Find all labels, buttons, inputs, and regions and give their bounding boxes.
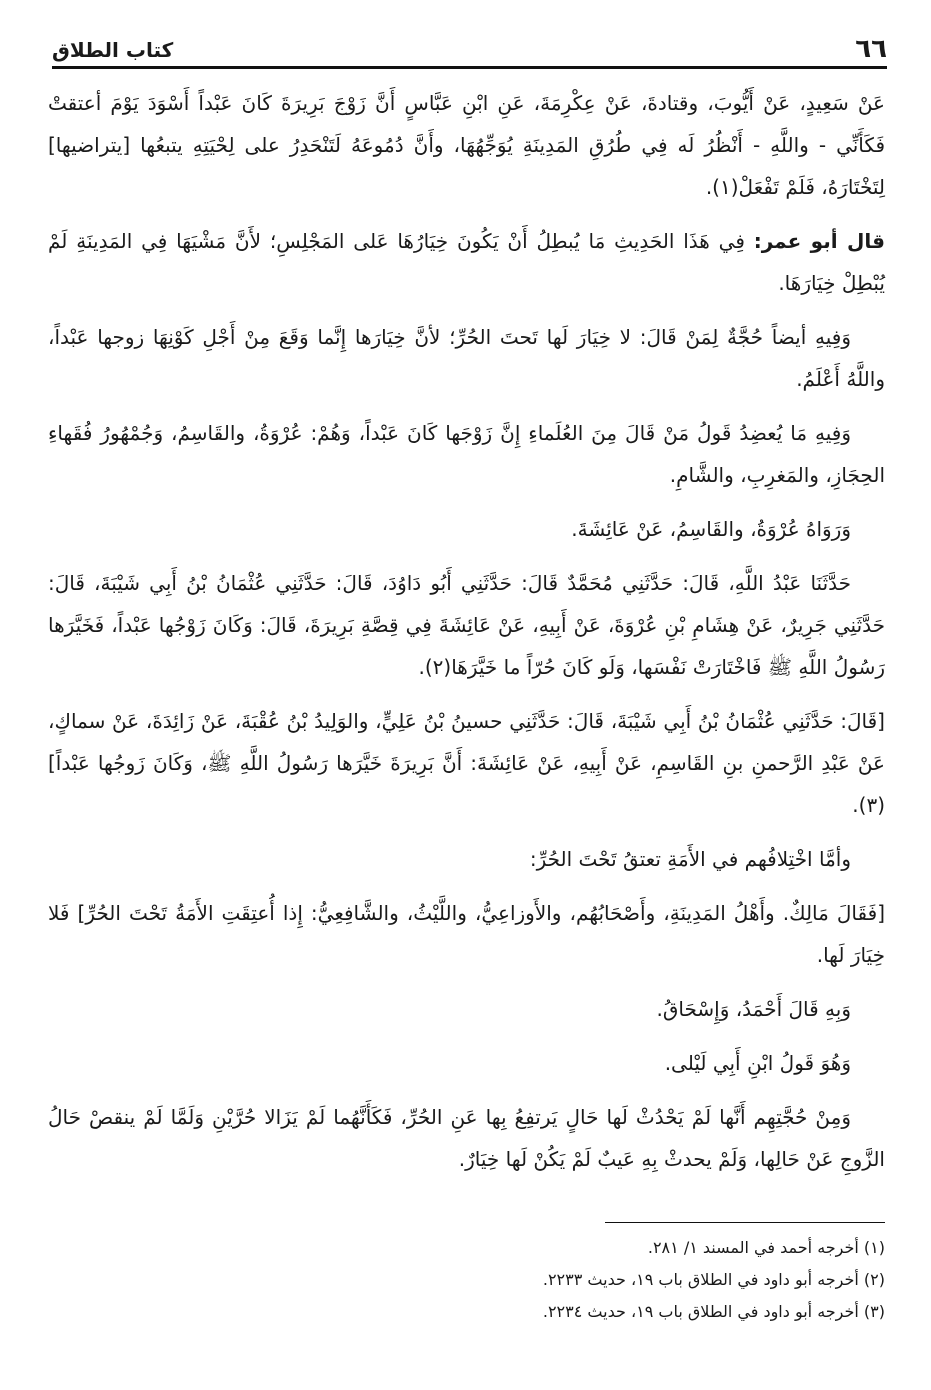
paragraph [48,412,885,496]
paragraph [48,316,885,400]
paragraph-text: عَنْ سَعِيدٍ، عَنْ أَيُّوبَ، وقتادةَ، عَنْ عِكْرِمَةَ، عَنِ ابْنِ عَبَّاسٍ أَنَّ زَوْجَ بَرِيرَةَ كَانَ عَبْداً أَسْوَدَ يَوْمَ أعتقتْ فَكَأَنِّي - واللَّهِ - أَنْظُرُ لَه فِي طُرُقِ المَدِينَةِ يُوَجِّهُهَا، وأَنَّ دُمُوعَهُ لَتَنْحَدِرُ على لِحْيَتِهِ يتبعُها [يتراضيها] لِتَخْتَارَهُ، فَلَمْ تَفْعَلْ(١). [48,91,885,199]
paragraph-text: وَفِيهِ مَا يُعضِدُ قَولُ مَنْ قَالَ مِنَ العُلَماءِ إِنَّ زَوْجَها كَانَ عَبْداً، وَهُمْ: عُرْوَةُ، والقَاسِمُ، وَجُمْهُورُ فُقَهاءِ الحِجَازِ، والمَغرِبِ، والشَّامِ. [48,421,885,487]
paragraph [48,892,885,976]
page-number: ٦٦ [855,34,887,64]
footnotes [48,1232,885,1328]
paragraph-text: [قَالَ: حَدَّثَنِي عُثْمَانُ بْنُ أَبِي شَيْبَةَ، قَالَ: حَدَّثَنِي حسينُ بْنُ عَلِيٍّ، والوَلِيدُ بْنُ عُقْبَةَ، عَنْ زَائِدَةَ، عَنْ سماكٍ، عَنْ عَبْدِ الرَّحمنِ بنِ القَاسِمِ، عَنْ أَبِيهِ، عَنْ عَائِشَةَ: أَنَّ بَرِيرَةَ خَيَّرَها رَسُولُ اللَّهِ ﷺ، وَكَانَ زَوجُها عَبْداً](٣). [48,709,885,817]
paragraph-text: وَرَوَاهُ عُرْوَةُ، والقَاسِمُ، عَنْ عَائِشَةَ. [571,517,851,541]
footnote: (١) أخرجه أحمد في المسند ١/ ٢٨١. [647,1238,885,1257]
paragraph-text: [فَقَالَ مَالِكٌ. وأَهْلُ المَدِينَةِ، وأَصْحَابُهُم، والأَوزاعِيُّ، واللَّيْثُ، والشَّافِعِيُّ: إِذا أُعتِقَتِ الأَمَةُ تَحْتَ الحُرِّ] فَلا خِيَارَ لَها. [48,901,885,967]
paragraph-text: وَبِهِ قَالَ أَحْمَدُ، وَإِسْحَاقُ. [656,997,851,1021]
paragraph [48,1042,885,1084]
book-title: كتاب الطلاق [52,38,174,62]
paragraph [48,1096,885,1180]
paragraph-text: وأمَّا اخْتِلافُهم في الأَمَةِ تعتقُ تَحْتَ الحُرِّ: [529,847,851,871]
paragraph [48,988,885,1030]
paragraph [48,838,885,880]
paragraph [48,562,885,688]
paragraph [48,82,885,208]
page-header [52,20,887,69]
paragraph [48,508,885,550]
page-body [48,82,885,1192]
paragraph [48,700,885,826]
footnote: (٣) أخرجه أبو داود في الطلاق باب ١٩، حديث ٢٢٣٤. [542,1302,885,1321]
paragraph-text: حَدَّثَنَا عَبْدُ اللَّهِ، قَالَ: حَدَّثَنِي مُحَمَّدٌ قَالَ: حَدَّثَنِي أَبُو دَاوُدَ، قَالَ: حَدَّثَنِي عُثْمَانُ بْنُ أَبِي شَيْبَةَ، قَالَ: حَدَّثَنِي جَرِيرٌ، عَنْ هِشَامِ بْنِ عُرْوَةَ، عَنْ أَبِيهِ، عَنْ عَائِشَةَ فِي قِصَّةِ بَرِيرَةَ، قَالَ: وَكَانَ زَوْجُها عَبْداً، فَخَيَّرَها رَسُولُ اللَّهِ ﷺ فَاخْتَارَتْ نَفْسَها، وَلَو كَانَ حُرّاً ما خَيَّرَهَا(٢). [48,571,885,679]
paragraph-text: وَمِنْ حُجَّتِهِم أَنَّها لَمْ يَحْدُثْ لَها حَالٍ يَرتفِعُ بِها عَنِ الحُرِّ، فَكَأَنَّهُما لَمْ يَزَالا حُرَّيْنِ وَلَمَّا لَمْ ينقصْ حَالُ الزَّوجِ عَنْ حَالِها، وَلَمْ يحدثْ بِهِ عَيبٌ لَمْ يَكُنْ لَها خِيَارٌ. [48,1105,885,1171]
paragraph-lead: قال أبو عمر: [753,229,885,253]
paragraph-text: وَفِيهِ أيضاً حُجَّةٌ لِمَنْ قَالَ: لا خِيَارَ لَها تَحتَ الحُرِّ؛ لأنَّ خِيَارَها إِنَّما وَقَعَ مِنْ أَجْلِ كَوْنِهَا زوجها عَبْداً، واللَّهُ أَعْلَمُ. [48,325,885,391]
paragraph-text: وَهُوَ قَولُ ابْنِ أَبِي لَيْلى. [664,1051,851,1075]
paragraph [48,220,885,304]
footnote: (٢) أخرجه أبو داود في الطلاق باب ١٩، حديث ٢٢٣٣. [542,1270,885,1289]
footnote-divider [605,1222,885,1223]
paragraph-text: فِي هَذَا الحَدِيثِ مَا يُبطِلُ أَنْ يَكُونَ خِيَارُهَا عَلى المَجْلِسِ؛ لأَنَّ مَشْيَهَا فِي المَدِينَةِ لَمْ يُبْطِلْ خِيَارَهَا. [48,229,885,295]
